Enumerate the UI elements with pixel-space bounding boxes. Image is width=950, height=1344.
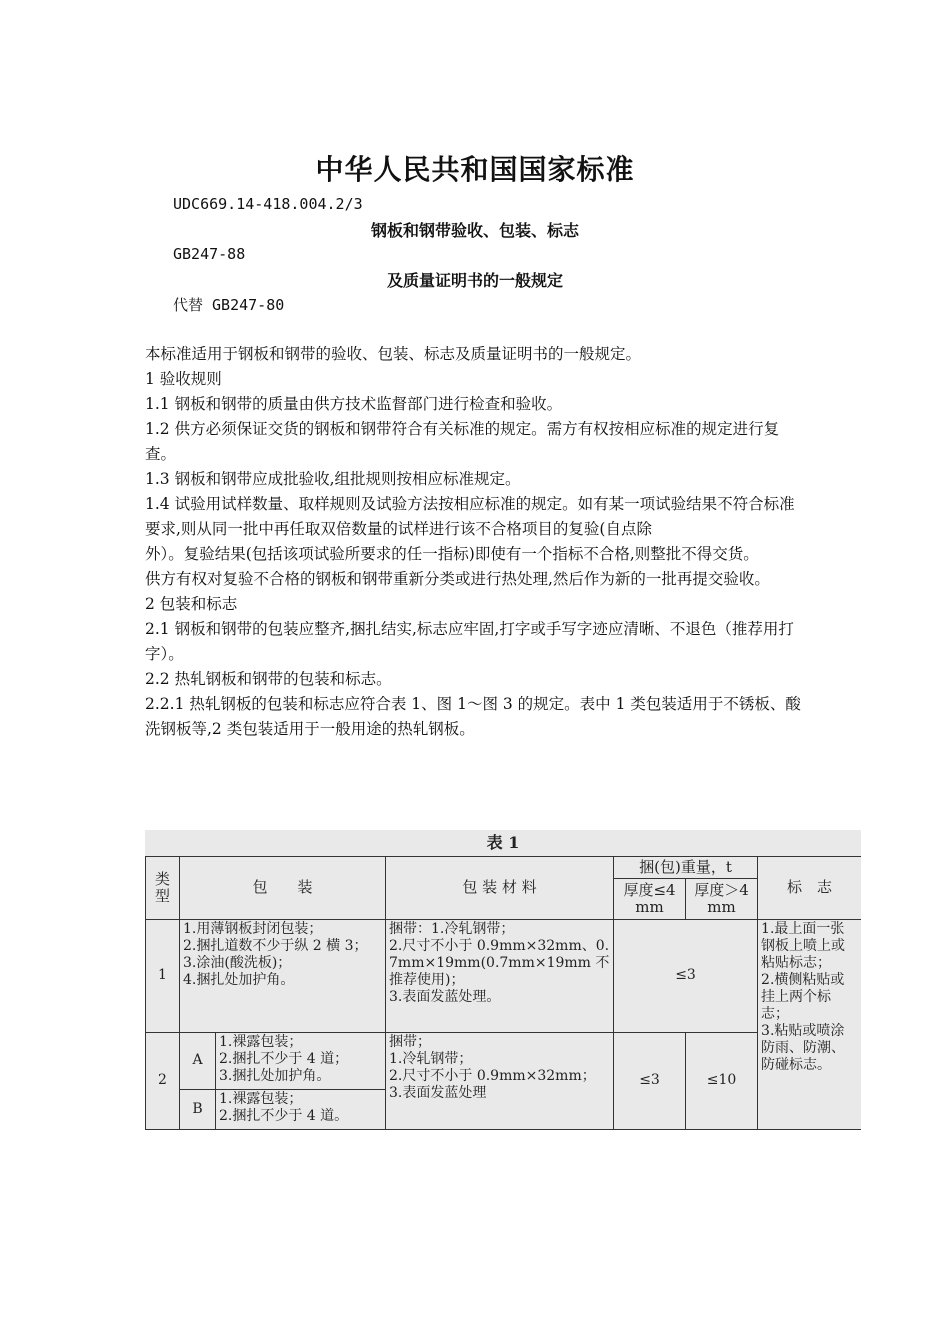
cell-line: 捆带：1.冷轧钢带； bbox=[389, 920, 515, 937]
section-heading: 2 包装和标志 bbox=[145, 595, 238, 613]
row2-type: 2 bbox=[146, 1032, 180, 1129]
row2a-packaging bbox=[216, 1032, 386, 1089]
paragraph: 2.1 钢板和钢带的包装应整齐,捆扎结实,标志应牢固,打字或手写字迹应清晰、不退色（推荐用打字）。 bbox=[145, 620, 794, 663]
paragraph: 2.2.1 热轧钢板的包装和标志应符合表 1、图 1～图 3 的规定。表中 1 类包装适用于不锈板、酸洗钢板等,2 类包装适用于一般用途的热轧钢板。 bbox=[145, 695, 801, 738]
cell-line: 2.尺寸不小于 0.9mm×32mm； bbox=[389, 1067, 596, 1084]
row2b-label: B bbox=[180, 1089, 216, 1129]
cell-line: 3.表面发蓝处理 bbox=[389, 1084, 487, 1101]
header-material: 包 装 材 料 bbox=[386, 857, 614, 920]
paragraph: 2.2 热轧钢板和钢带的包装和标志。 bbox=[145, 670, 392, 688]
page-title: 中华人民共和国国家标准 bbox=[315, 153, 635, 186]
table-caption: 表 1 bbox=[486, 833, 520, 852]
paragraph: 本标准适用于钢板和钢带的验收、包装、标志及质量证明书的一般规定。 bbox=[145, 345, 642, 363]
cell-line: 2.横侧粘贴或挂上两个标志； bbox=[761, 971, 845, 1022]
table-1-scan bbox=[145, 830, 861, 1130]
cell-line: 2.捆扎不少于 4 道。 bbox=[219, 1107, 349, 1124]
subtitle-line1: 钢板和钢带验收、包装、标志 bbox=[370, 221, 579, 240]
row1-type: 1 bbox=[146, 919, 180, 1032]
subtitle-line2: 及质量证明书的一般规定 bbox=[386, 271, 563, 290]
replaces-standard: 代替 GB247-80 bbox=[173, 296, 285, 314]
header-weight: 捆(包)重量，t bbox=[614, 857, 758, 879]
cell-line: 1.冷轧钢带； bbox=[389, 1050, 473, 1067]
cell-line: 2.尺寸不小于 0.9mm×32mm、0.7mm×19mm(0.7mm×19mm 不推荐使用)； bbox=[389, 937, 610, 988]
paragraph: 1.3 钢板和钢带应成批验收,组批规则按相应标准规定。 bbox=[145, 470, 521, 488]
cell-line: 1.裸露包装； bbox=[219, 1090, 303, 1107]
paragraph: 1.1 钢板和钢带的质量由供方技术监督部门进行检查和验收。 bbox=[145, 395, 563, 413]
paragraph: 供方有权对复验不合格的钢板和钢带重新分类或进行热处理,然后作为新的一批再提交验收。 bbox=[145, 570, 770, 588]
paragraph: 外）。复验结果(包括该项试验所要求的任一指标)即使有一个指标不合格,则整批不得交货。 bbox=[145, 545, 759, 563]
cell-line: 1.最上面一张钢板上喷上或粘贴标志； bbox=[761, 920, 846, 971]
row1-material bbox=[386, 919, 614, 1032]
cell-line: 3.表面发蓝处理。 bbox=[389, 988, 501, 1005]
header-packaging: 包 装 bbox=[180, 857, 386, 920]
row2-weight-gt4: ≤10 bbox=[686, 1032, 758, 1129]
header-marking: 标 志 bbox=[758, 857, 861, 920]
paragraph: 1.2 供方必须保证交货的钢板和钢带符合有关标准的规定。需方有权按相应标准的规定进行复查。 bbox=[145, 420, 780, 463]
row1-packaging bbox=[180, 919, 386, 1032]
row2-weight-le4: ≤3 bbox=[614, 1032, 686, 1129]
header-type: 类型 bbox=[146, 857, 180, 920]
row1-weight: ≤3 bbox=[614, 919, 758, 1032]
cell-line: 2.捆扎不少于 4 道； bbox=[219, 1050, 349, 1067]
document-body bbox=[145, 342, 810, 742]
marking-cell bbox=[758, 919, 861, 1129]
udc-code: UDC669.14-418.004.2/3 bbox=[173, 195, 363, 213]
cell-line: 捆带； bbox=[389, 1033, 432, 1050]
paragraph: 1.4 试验用试样数量、取样规则及试验方法按相应标准的规定。如有某一项试验结果不符合标准要求,则从同一批中再任取双倍数量的试样进行该不合格项目的复验(自点除 bbox=[145, 495, 795, 538]
packaging-table bbox=[145, 856, 861, 1130]
cell-line: 1.用薄钢板封闭包装； bbox=[183, 920, 323, 937]
cell-line: 3.涂油(酸洗板)； bbox=[183, 954, 292, 971]
cell-line: 2.捆扎道数不少于纵 2 横 3； bbox=[183, 937, 368, 954]
cell-line: 3.粘贴或喷涂防雨、防潮、防碰标志。 bbox=[761, 1022, 846, 1073]
header-thickness-le4: 厚度≤4mm bbox=[614, 879, 686, 919]
cell-line: 1.裸露包装； bbox=[219, 1033, 303, 1050]
row2-material bbox=[386, 1032, 614, 1129]
cell-line: 3.捆扎处加护角。 bbox=[219, 1067, 331, 1084]
row2a-label: A bbox=[180, 1032, 216, 1089]
row2b-packaging bbox=[216, 1089, 386, 1129]
section-heading: 1 验收规则 bbox=[145, 370, 222, 388]
cell-line: 4.捆扎处加护角。 bbox=[183, 971, 295, 988]
standard-number: GB247-88 bbox=[173, 245, 246, 263]
header-thickness-gt4: 厚度＞4mm bbox=[686, 879, 758, 919]
